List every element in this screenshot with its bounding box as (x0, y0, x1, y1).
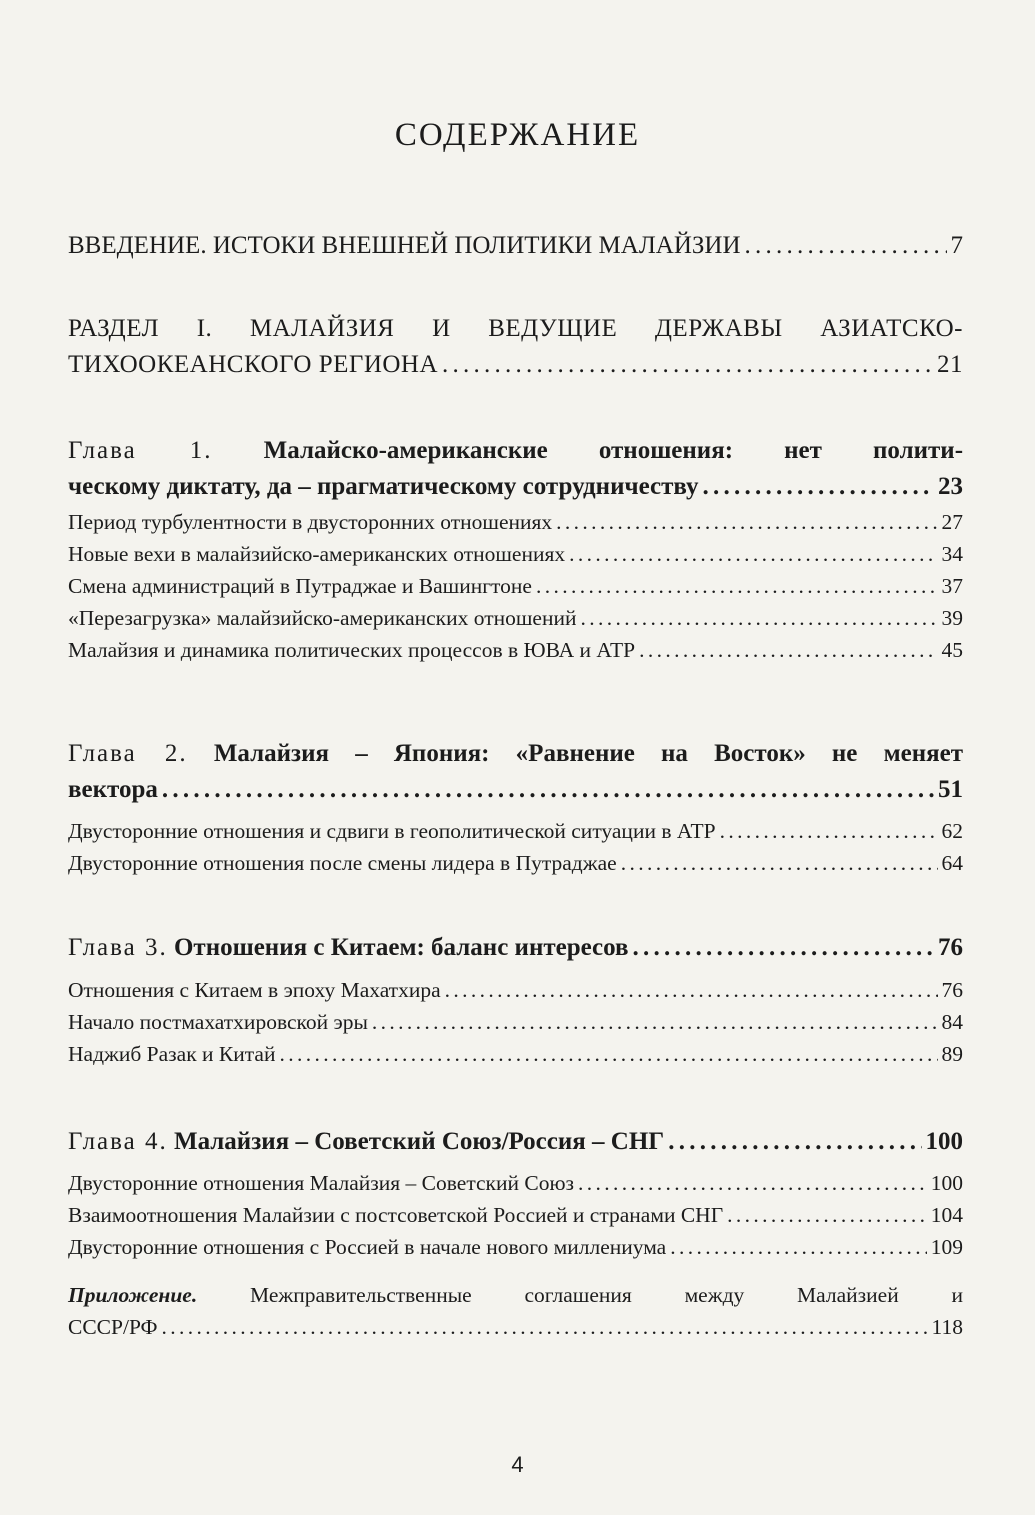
subentry-page: 27 (941, 510, 963, 534)
chapter-title-line1: Малайзия – Япония: «Равнение на Восток» не меняет (213, 740, 963, 767)
leader-dots (703, 469, 935, 505)
toc-section-1-line2: ТИХООКЕАНСКОГО РЕГИОНА (68, 351, 439, 378)
toc-subentry[interactable] (68, 1006, 963, 1038)
leader-dots (372, 1006, 938, 1038)
chapter-label: Глава 1. (68, 437, 213, 464)
appendix-label: Приложение. (68, 1283, 198, 1307)
subentry-text: Смена администраций в Путраджае и Вашингтоне (68, 574, 532, 598)
chapter-page: 51 (938, 776, 963, 803)
leader-dots (442, 347, 933, 383)
subentry-text: Двусторонние отношения Малайзия – Советский Союз (68, 1171, 575, 1195)
page-title: СОДЕРЖАНИЕ (394, 117, 641, 153)
subentry-page: 109 (930, 1235, 963, 1259)
leader-dots (720, 815, 938, 847)
chapter-title-line1: Малайско-американские отношения: нет полити- (263, 437, 964, 464)
toc-chapter-3-subs (68, 974, 963, 1070)
page-number: 4 (511, 1452, 524, 1477)
subentry-page: 45 (941, 638, 963, 662)
toc-chapter-1[interactable] (68, 433, 963, 505)
toc-subentry[interactable] (68, 506, 963, 538)
toc-subentry[interactable] (68, 847, 963, 879)
toc-section-1[interactable] (68, 311, 963, 383)
toc-intro-text: ВВЕДЕНИЕ. ИСТОКИ ВНЕШНЕЙ ПОЛИТИКИ МАЛАЙЗИИ (68, 232, 741, 259)
subentry-page: 62 (941, 819, 963, 843)
leader-dots (162, 1311, 928, 1343)
subentry-text: Отношения с Китаем в эпоху Махатхира (68, 978, 441, 1002)
toc-subentry[interactable] (68, 634, 963, 666)
leader-dots (668, 1124, 921, 1160)
subentry-text: Двусторонние отношения после смены лидера в Путраджае (68, 851, 617, 875)
leader-dots (745, 228, 947, 263)
subentry-page: 89 (941, 1042, 963, 1066)
toc-chapter-4-subs (68, 1167, 963, 1263)
subentry-text: «Перезагрузка» малайзийско-американских отношений (68, 606, 577, 630)
toc-chapter-2-subs (68, 815, 963, 879)
chapter-page: 23 (938, 473, 963, 500)
leader-dots (639, 634, 937, 666)
chapter-label: Глава 2. (68, 740, 188, 767)
leader-dots (162, 772, 934, 808)
toc-section-1-page: 21 (937, 351, 963, 378)
subentry-text: Двусторонние отношения с Россией в начале нового миллениума (68, 1235, 667, 1259)
chapter-label: Глава 3. (68, 934, 168, 961)
subentry-text: Малайзия и динамика политических процессов в ЮВА и АТР (68, 638, 636, 662)
chapter-title-line2: вектора (68, 776, 158, 803)
leader-dots (621, 847, 938, 879)
toc-subentry[interactable] (68, 974, 963, 1006)
subentry-page: 84 (941, 1010, 963, 1034)
toc-intro-page: 7 (950, 232, 963, 259)
subentry-text: Двусторонние отношения и сдвиги в геополитической ситуации в АТР (68, 819, 716, 843)
chapter-page: 100 (925, 1128, 963, 1155)
chapter-title-line1: Отношения с Китаем: баланс интересов (173, 934, 629, 961)
subentry-page: 100 (930, 1171, 963, 1195)
subentry-text: Взаимоотношения Малайзии с постсоветской Россией и странами СНГ (68, 1203, 724, 1227)
toc-chapter-4[interactable] (68, 1124, 963, 1160)
chapter-title-line2: ческому диктату, да – прагматическому сотрудничеству (68, 473, 699, 500)
toc-subentry[interactable] (68, 815, 963, 847)
toc-subentry[interactable] (68, 602, 963, 634)
toc-intro[interactable] (68, 228, 963, 263)
leader-dots (578, 1167, 927, 1199)
toc-subentry[interactable] (68, 570, 963, 602)
subentry-page: 76 (941, 978, 963, 1002)
appendix-line1: Межправительственные соглашения между Малайзией и (250, 1283, 964, 1307)
toc-subentry[interactable] (68, 1231, 963, 1263)
toc-chapter-1-subs (68, 506, 963, 666)
appendix-line2: СССР/РФ (68, 1315, 158, 1339)
leader-dots (633, 930, 934, 966)
leader-dots (445, 974, 938, 1006)
subentry-page: 104 (930, 1203, 963, 1227)
leader-dots (727, 1199, 927, 1231)
chapter-page: 76 (938, 934, 963, 961)
leader-dots (569, 538, 937, 570)
toc-subentry[interactable] (68, 1038, 963, 1070)
subentry-text: Начало постмахатхировской эры (68, 1010, 368, 1034)
subentry-text: Период турбулентности в двусторонних отношениях (68, 510, 553, 534)
leader-dots (536, 570, 938, 602)
toc-chapter-3[interactable] (68, 930, 963, 966)
toc-subentry[interactable] (68, 1199, 963, 1231)
leader-dots (580, 602, 937, 634)
toc-subentry[interactable] (68, 1167, 963, 1199)
subentry-page: 34 (941, 542, 963, 566)
subentry-page: 39 (941, 606, 963, 630)
appendix-page: 118 (931, 1315, 963, 1339)
leader-dots (556, 506, 937, 538)
toc-appendix[interactable] (68, 1279, 963, 1343)
toc-section-1-line1: РАЗДЕЛ I. МАЛАЙЗИЯ И ВЕДУЩИЕ ДЕРЖАВЫ АЗИАТСКО- (68, 315, 963, 342)
leader-dots (670, 1231, 927, 1263)
chapter-label: Глава 4. (68, 1128, 168, 1155)
subentry-page: 37 (941, 574, 963, 598)
subentry-page: 64 (941, 851, 963, 875)
subentry-text: Новые вехи в малайзийско-американских отношениях (68, 542, 566, 566)
toc-chapter-2[interactable] (68, 736, 963, 808)
toc-subentry[interactable] (68, 538, 963, 570)
subentry-text: Наджиб Разак и Китай (68, 1042, 276, 1066)
chapter-title-line1: Малайзия – Советский Союз/Россия – СНГ (173, 1128, 665, 1155)
leader-dots (279, 1038, 937, 1070)
